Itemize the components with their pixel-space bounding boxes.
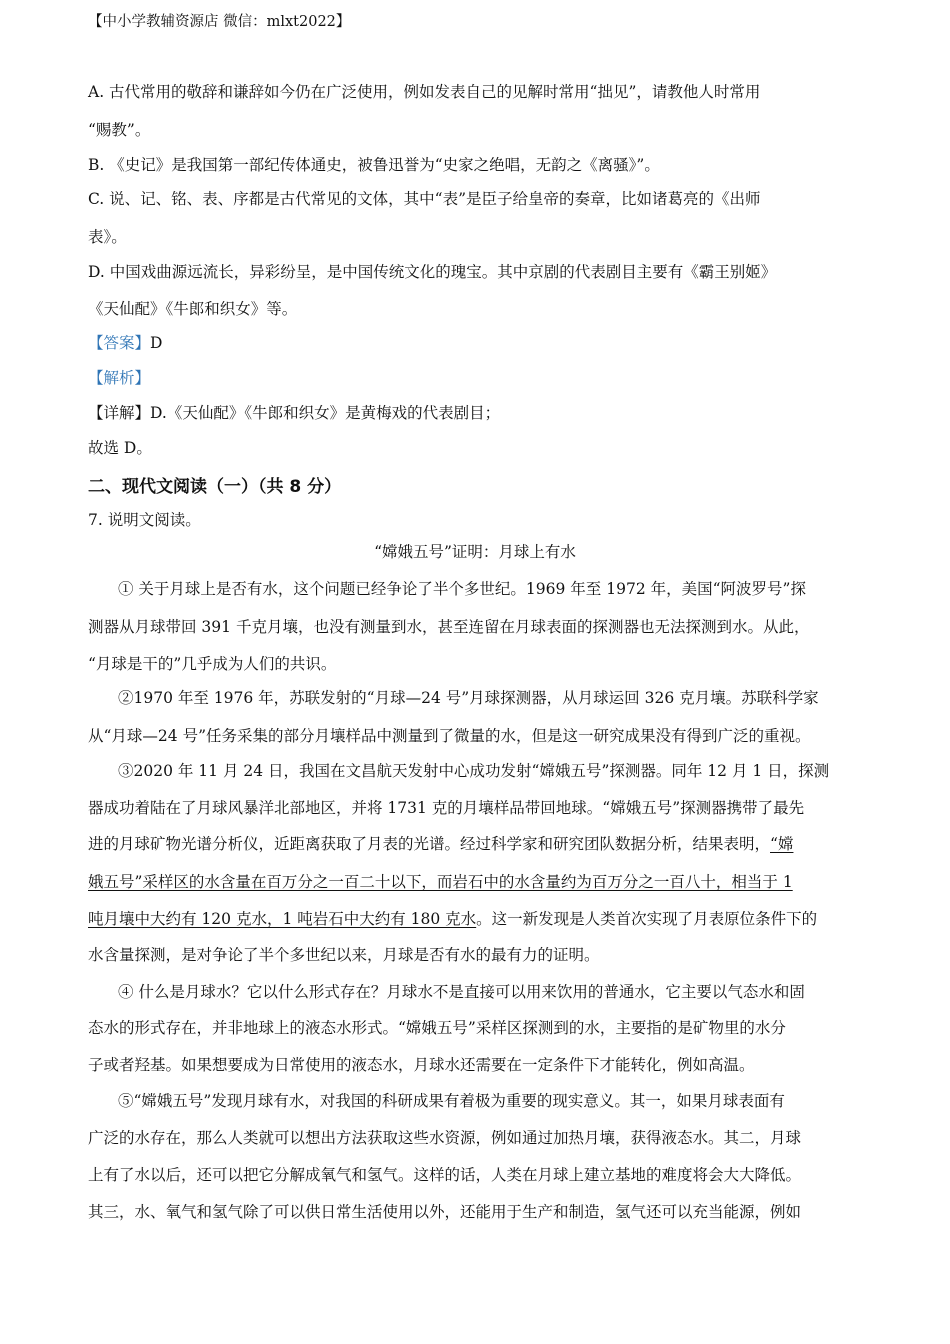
underlined-text-end: 吨月壤中大约有 120 克水，1 吨岩石中大约有 180 克水	[88, 910, 477, 928]
paragraph-3-line5	[88, 907, 817, 929]
underlined-text-start: “嫦	[770, 835, 794, 853]
paragraph-3-line3-text: 进的月球矿物光谱分析仪，近距离获取了月表的光谱。经过科学家和研究团队数据分析，结果表明，	[88, 835, 771, 853]
detail-line	[88, 401, 500, 423]
underlined-text-middle: 娥五号”采样区的水含量在百万分之一百二十以下，而岩石中的水含量约为百万分之一百八十，相当于 1	[88, 873, 793, 891]
page-header: 【中小学教辅资源店 微信：mlxt2022】	[88, 14, 351, 30]
detail-label: 【详解】	[88, 404, 151, 422]
paragraph-3-line3	[88, 832, 793, 854]
analysis-label: 【解析】	[88, 369, 151, 387]
option-c-line1: C. 说、记、铭、表、序都是古代常见的文体，其中“表”是臣子给皇帝的奏章，比如诸葛亮的《出师	[88, 190, 761, 208]
paragraph-3-line6: 水含量探测，是对争论了半个多世纪以来，月球是否有水的最有力的证明。	[88, 946, 600, 964]
paragraph-4-line2: 态水的形式存在，并非地球上的液态水形式。“嫦娥五号”采样区探测到的水，主要指的是矿物里的水分	[88, 1019, 786, 1037]
paragraph-5-line1: ⑤“嫦娥五号”发现月球有水，对我国的科研成果有着极为重要的现实意义。其一，如果月球表面有	[118, 1092, 785, 1110]
option-a-line1: A. 古代常用的敬辞和谦辞如今仍在广泛使用，例如发表自己的见解时常用“拙见”，请教他人时常用	[88, 83, 761, 101]
paragraph-1-line3: “月球是干的”几乎成为人们的共识。	[88, 655, 337, 673]
answer-value: D	[150, 334, 163, 352]
analysis-line	[88, 366, 150, 388]
detail-text: D.《天仙配》《牛郎和织女》是黄梅戏的代表剧目；	[150, 404, 501, 422]
paragraph-4-line1: ④ 什么是月球水？它以什么形式存在？月球水不是直接可以用来饮用的普通水，它主要以气态水和固	[118, 983, 805, 1001]
paragraph-5-line3: 上有了水以后，还可以把它分解成氧气和氢气。这样的话，人类在月球上建立基地的难度将会大大降低。	[88, 1166, 802, 1184]
paragraph-4-line3: 子或者羟基。如果想要成为日常使用的液态水，月球水还需要在一定条件下才能转化，例如高温。	[88, 1056, 755, 1074]
paragraph-5-line2: 广泛的水存在，那么人类就可以想出方法获取这些水资源，例如通过加热月壤，获得液态水。其二，月球	[88, 1129, 802, 1147]
paragraph-3-line2: 器成功着陆在了月球风暴洋北部地区，并将 1731 克的月壤样品带回地球。“嫦娥五号”探测器携带了最先	[88, 799, 805, 817]
paragraph-2-line2: 从“月球—24 号”任务采集的部分月壤样品中测量到了微量的水，但是这一研究成果没有得到广泛的重视。	[88, 727, 811, 745]
paragraph-3-line1: ③2020 年 11 月 24 日，我国在文昌航天发射中心成功发射“嫦娥五号”探测器。同年 12 月 1 日，探测	[118, 762, 830, 780]
option-b-line1: B. 《史记》是我国第一部纪传体通史，被鲁迅誉为“史家之绝唱，无韵之《离骚》”。	[88, 156, 660, 174]
option-c-line2: 表》。	[88, 228, 127, 246]
option-a-line2: “赐教”。	[88, 121, 151, 139]
paragraph-2-line1: ②1970 年至 1976 年，苏联发射的“月球—24 号”月球探测器，从月球运回 326 克月壤。苏联科学家	[118, 689, 819, 707]
question-number: 7. 说明文阅读。	[88, 511, 201, 529]
section-heading: 二、现代文阅读（一）（共 8 分）	[88, 477, 342, 497]
article-title: “嫦娥五号”证明：月球上有水	[374, 543, 576, 561]
option-d-line1: D. 中国戏曲源远流长，异彩纷呈，是中国传统文化的瑰宝。其中京剧的代表剧目主要有《霸王别姬》	[88, 263, 777, 281]
paragraph-5-line4: 其三，水、氧气和氢气除了可以供日常生活使用以外，还能用于生产和制造，氢气还可以充当能源，例如	[88, 1203, 802, 1221]
conclusion-line: 故选 D。	[88, 439, 152, 457]
option-d-line2: 《天仙配》《牛郎和织女》等。	[88, 300, 298, 318]
paragraph-1-line1: ① 关于月球上是否有水，这个问题已经争论了半个多世纪。1969 年至 1972 年，美国“阿波罗号”探	[118, 580, 806, 598]
answer-label: 【答案】	[88, 334, 151, 352]
answer-line	[88, 331, 162, 353]
paragraph-3-line5-text: 。这一新发现是人类首次实现了月表原位条件下的	[476, 910, 818, 928]
paragraph-1-line2: 测器从月球带回 391 千克月壤，也没有测量到水，甚至连留在月球表面的探测器也无法探测到水。从此，	[88, 618, 810, 636]
